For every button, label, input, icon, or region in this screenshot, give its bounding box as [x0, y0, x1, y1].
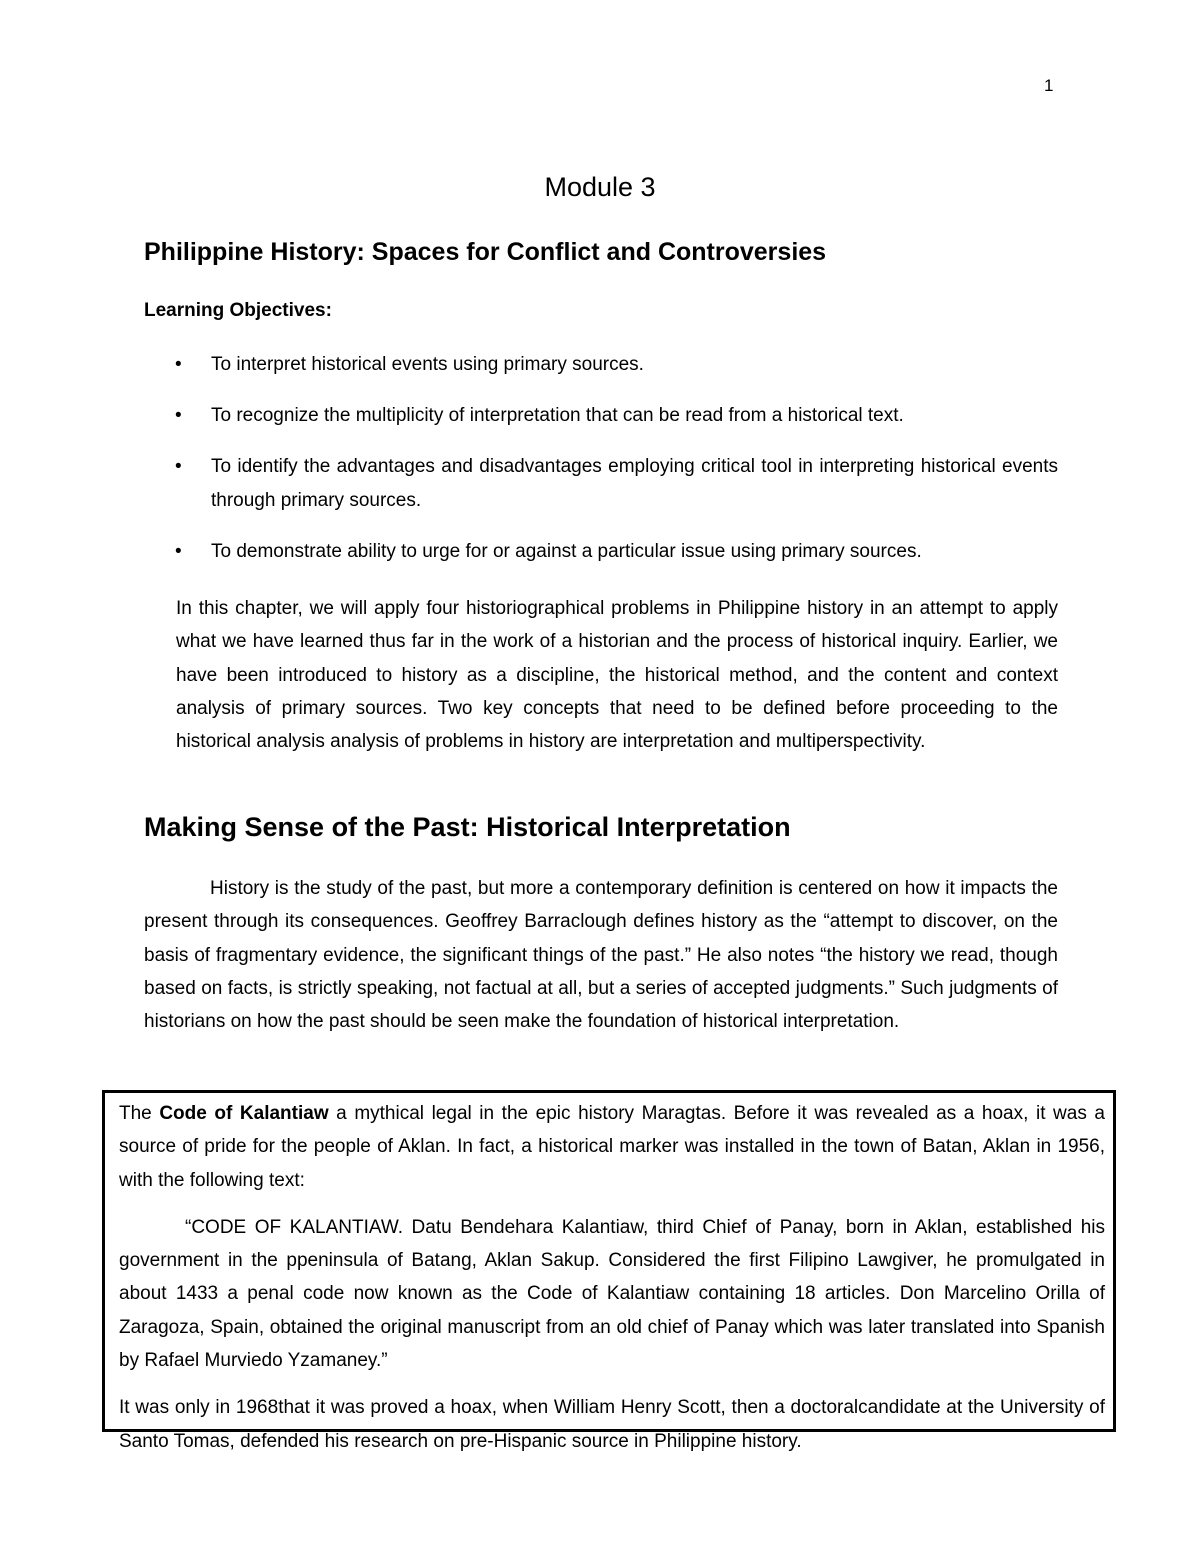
module-title: Module 3	[544, 172, 656, 202]
objective-item	[144, 535, 1058, 569]
marker-quote: “CODE OF KALANTIAW. Datu Bendehara Kalantiaw, third Chief of Panay, born in Aklan, established his government in the ppeninsula of Batang, Aklan Sakup. Considered the first Filipino Lawgiver, he promulgated in about 1433 a penal code now known as the Code of Kalantiaw containing 18 articles. Don Marcelino Orilla of Zaragoza, Spain, obtained the original manuscript from an old chief of Panay which was later translated into Spanish by Rafael Murviedo Yzamaney.”	[119, 1216, 1105, 1372]
objective-text: To identify the advantages and disadvantages employing critical tool in interpreting historical events through primary sources.	[211, 456, 1058, 511]
objective-text: To demonstrate ability to urge for or against a particular issue using primary sources.	[211, 541, 922, 562]
objective-item	[144, 450, 1058, 518]
page-title: Philippine History: Spaces for Conflict and Controversies	[144, 238, 827, 266]
callout-outro-paragraph: It was only in 1968that it was proved a hoax, when William Henry Scott, then a doctoralcandidate at the University of Santo Tomas, defended his research on pre-Hispanic source in Philippine history.	[119, 1397, 1105, 1452]
intro-paragraph: In this chapter, we will apply four historiographical problems in Philippine history in an attempt to apply what we have learned thus far in the work of a historian and the process of historical inquiry. Earlier, we have been introduced to history as a discipline, the historical method, and the content and context analysis of primary sources. Two key concepts that need to be defined before proceeding to the historical analysis analysis of problems in history are interpretation and multiperspectivity.	[176, 598, 1058, 753]
section-heading: Making Sense of the Past: Historical Interpretation	[144, 812, 791, 842]
bullet-icon: •	[175, 354, 182, 375]
callout-intro-rest: a mythical legal in the epic history Maragtas. Before it was revealed as a hoax, it was a source of pride for the people of Aklan. In fact, a historical marker was installed in the town of Batan, Aklan in 1956, with the following text:	[119, 1103, 1105, 1191]
objective-item	[144, 399, 1058, 433]
objective-text: To interpret historical events using primary sources.	[211, 354, 644, 375]
history-definition-paragraph: History is the study of the past, but more a contemporary definition is centered on how it impacts the present through its consequences. Geoffrey Barraclough defines history as the “attempt to discover, on the basis of fragmentary evidence, the significant things of the past.” He also notes “the history we read, though based on facts, is strictly speaking, not factual at all, but a series of accepted judgments.” Such judgments of historians on how the past should be seen make the foundation of historical interpretation.	[144, 878, 1058, 1033]
bullet-icon: •	[175, 405, 182, 426]
objectives-heading: Learning Objectives:	[144, 300, 332, 321]
code-of-kalantiaw-term: Code of Kalantiaw	[159, 1103, 329, 1124]
kalantiaw-callout-box	[102, 1090, 1116, 1452]
bullet-icon: •	[175, 541, 182, 562]
page-number: 1	[1044, 76, 1054, 95]
callout-intro-paragraph	[119, 1097, 1105, 1197]
callout-intro-prefix: The	[119, 1103, 160, 1124]
objective-item	[144, 348, 1058, 382]
objective-text: To recognize the multiplicity of interpretation that can be read from a historical text.	[211, 405, 904, 426]
bullet-icon: •	[175, 456, 182, 477]
objectives-list	[144, 348, 1058, 586]
